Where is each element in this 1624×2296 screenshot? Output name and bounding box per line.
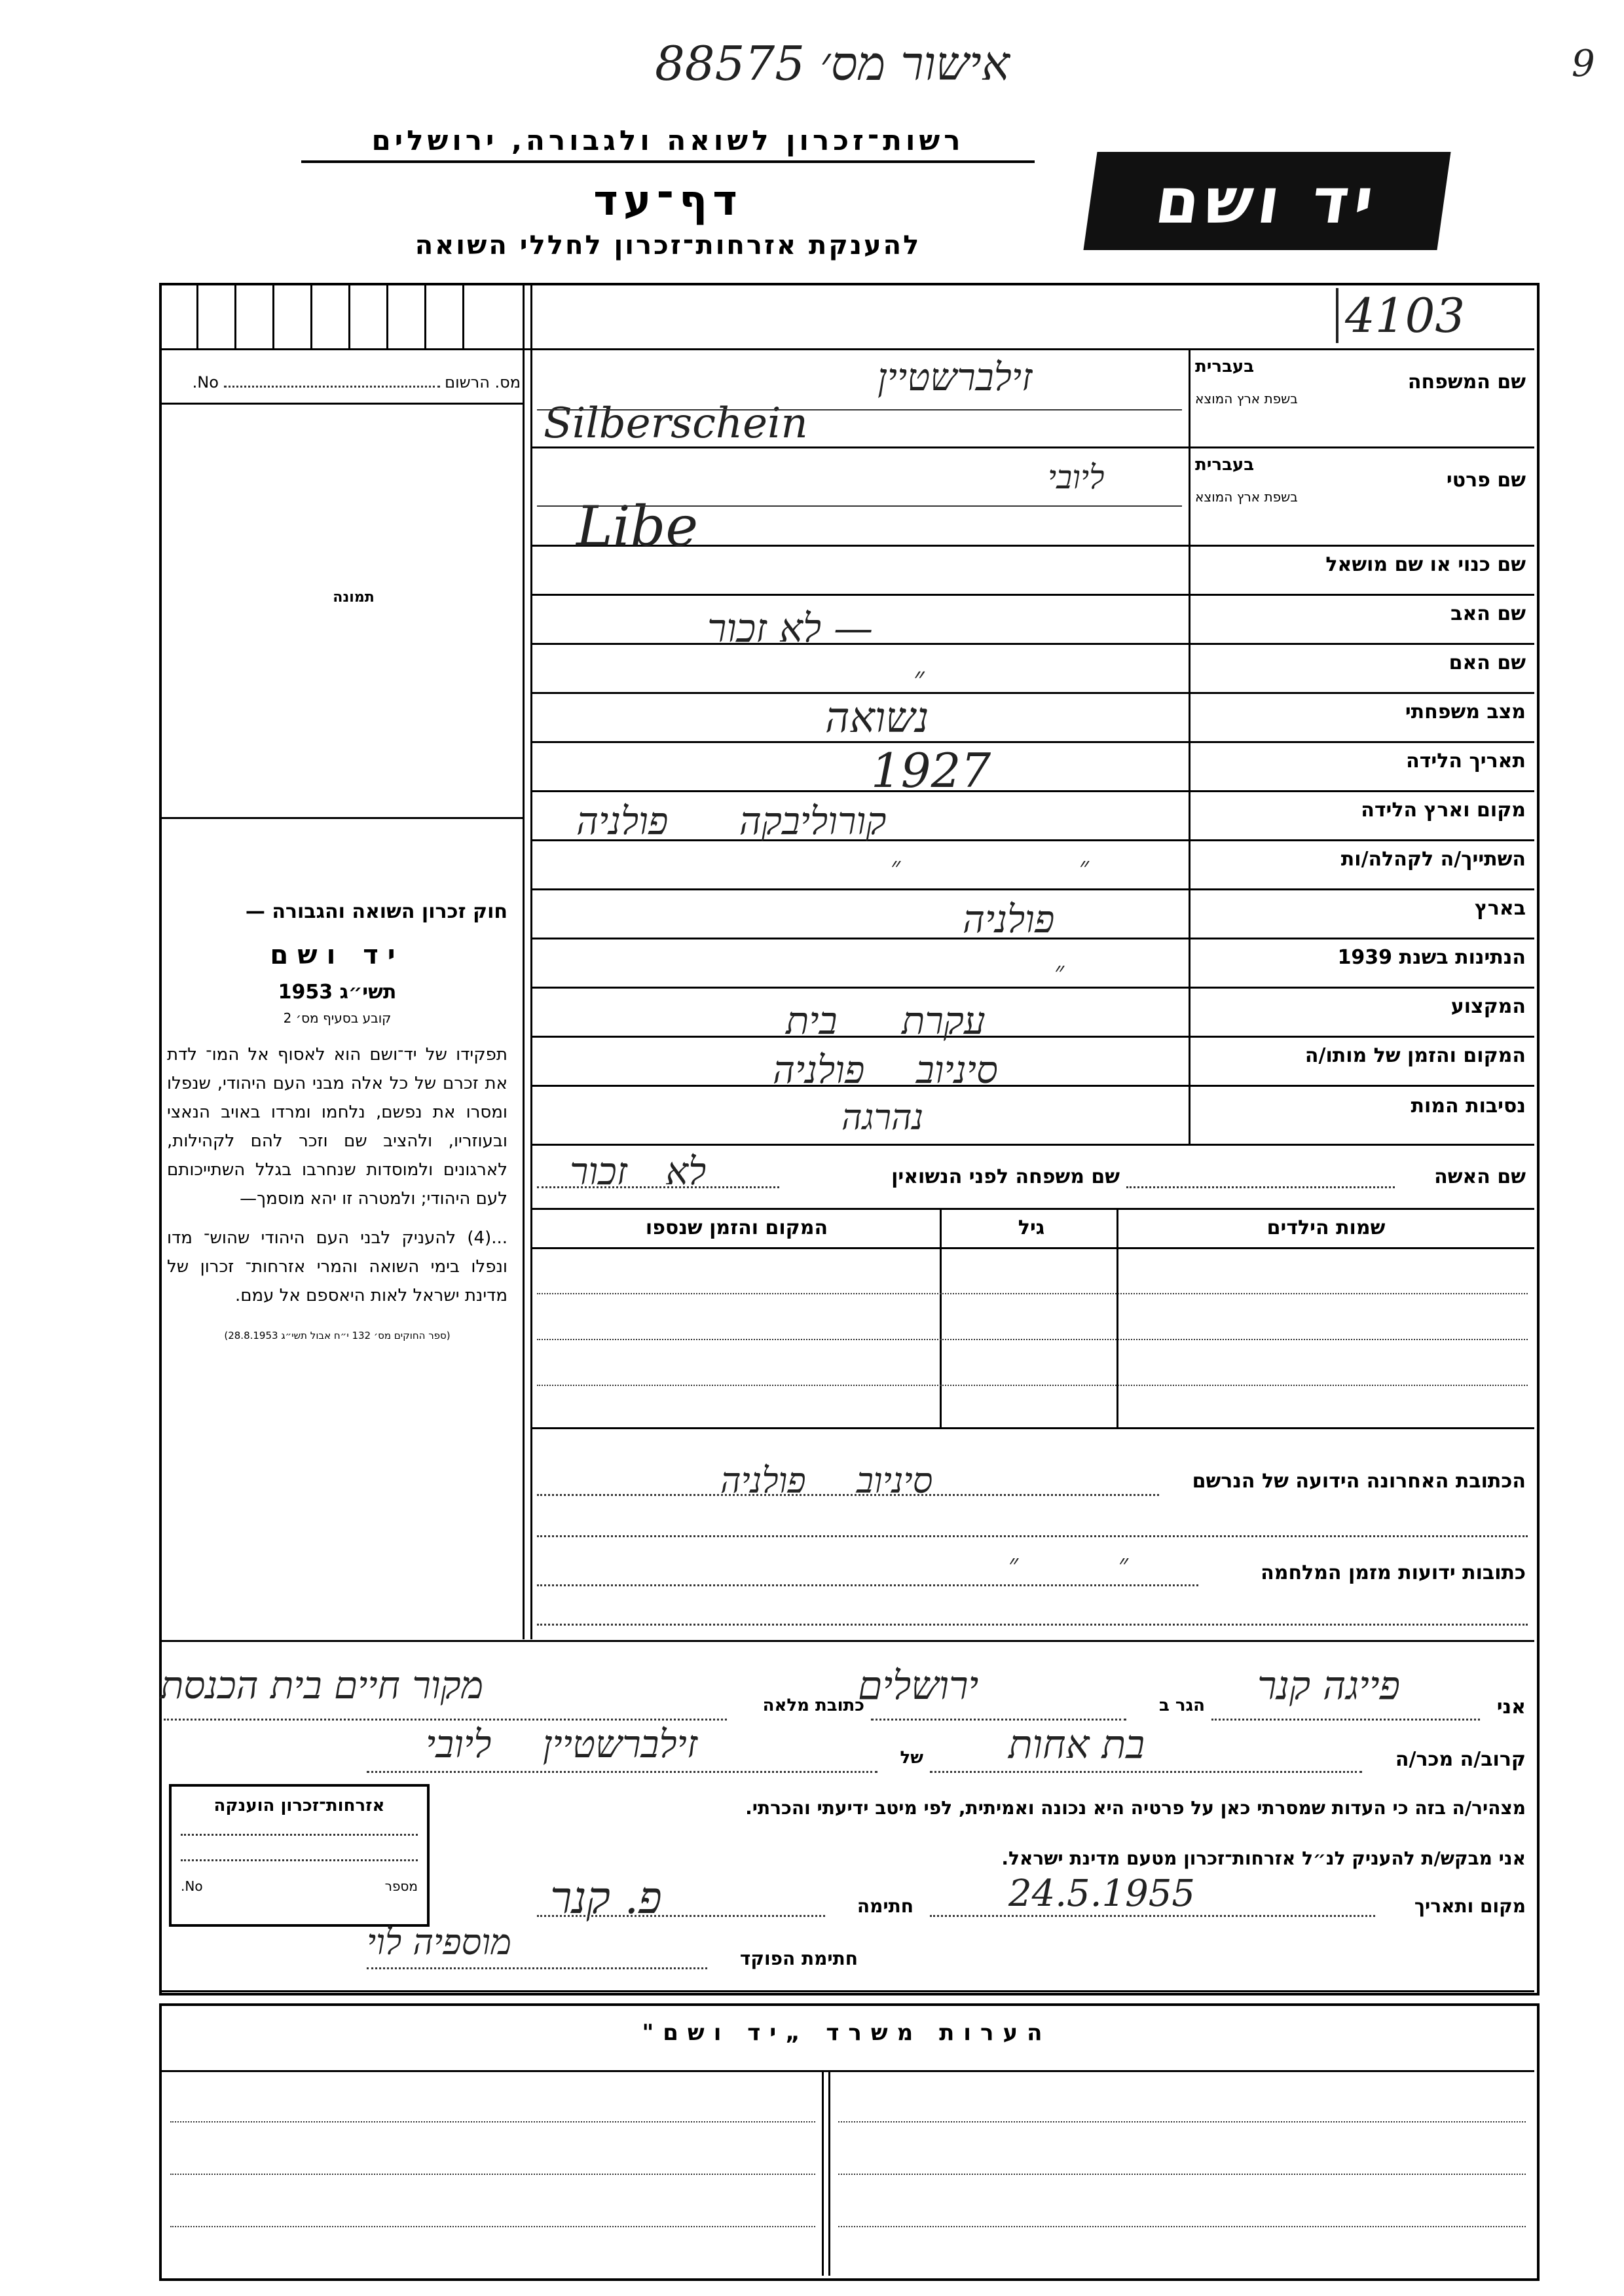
country-label: בארץ bbox=[1474, 897, 1526, 920]
marital-status-label: מצב משפחתי bbox=[1405, 701, 1526, 723]
father-name-label: שם האב bbox=[1450, 602, 1526, 625]
law-box bbox=[167, 900, 507, 1341]
given-name-latin-value: Libe bbox=[576, 494, 699, 558]
death-circumstances-label: נסיבות המות bbox=[1411, 1095, 1526, 1118]
death-place-time-label: המקום והזמן של מותו/ה bbox=[1304, 1044, 1526, 1067]
family-name-sub-hebrew: בעברית bbox=[1195, 357, 1255, 376]
children-place-time-header: המקום והזמן שנספו bbox=[645, 1216, 828, 1239]
given-name-label-block bbox=[1195, 455, 1526, 505]
declaration-request: אני מבקש/ת להעניק לנ״ל אזרחות־זכרון מטעם מדינת ישראל. bbox=[1001, 1848, 1526, 1869]
birth-place-label: מקום וארץ הלידה bbox=[1361, 799, 1526, 822]
declarant-name: פייגה קנר bbox=[1257, 1663, 1401, 1709]
given-name-hebrew-value: ליובי bbox=[1048, 458, 1105, 496]
law-section: קובע בסעיף מס׳ 2 bbox=[283, 1010, 392, 1026]
declarant-signature: פ. קנר bbox=[550, 1872, 662, 1924]
approval-number-note: אישור מס׳ 88575 bbox=[655, 36, 1010, 91]
declarant-address: מקור חיים בית הכנסת bbox=[160, 1663, 484, 1707]
family-name-sub-origin: בשפת ארץ המוצא bbox=[1195, 391, 1298, 407]
profession-value: עקרת בית bbox=[786, 998, 986, 1043]
stamp-box-number-label: מספר bbox=[384, 1878, 418, 1894]
page-number: 9 bbox=[1572, 43, 1595, 85]
mother-name-label: שם האם bbox=[1449, 651, 1526, 674]
father-name-value: — לא זכור bbox=[707, 606, 874, 651]
yad-vashem-logo bbox=[1083, 152, 1450, 250]
nationality-value: ״ bbox=[1054, 957, 1065, 987]
form-title: דף־עד bbox=[593, 177, 743, 225]
birth-date-value: 1927 bbox=[871, 743, 991, 798]
authority-title: רשות־זכרון לשואה ולגבורה, ירושלים bbox=[301, 124, 1035, 163]
declarant-city: ירושלים bbox=[858, 1663, 979, 1709]
death-circumstances-value: נהרגה bbox=[841, 1097, 924, 1138]
declarant-ani-label: אני bbox=[1496, 1696, 1526, 1719]
place-date-label: מקום ותאריך bbox=[1414, 1895, 1526, 1917]
form-subtitle: להענקת אזרחות־זכרון לחללי השואה bbox=[415, 230, 921, 261]
wife-label: שם האשה bbox=[1434, 1165, 1526, 1188]
citizenship-stamp-box bbox=[169, 1784, 430, 1927]
wartime-addresses-label: כתובות ידועות מזמן המלחמה bbox=[1261, 1561, 1526, 1584]
last-address-label: הכתובת האחרונה הידועה של הנרשם bbox=[1192, 1470, 1526, 1493]
wartime-addresses-value: ״ ״ bbox=[1008, 1549, 1129, 1579]
birth-date-label: תאריך הלידה bbox=[1406, 750, 1526, 773]
registry-number-value: 4103 bbox=[1336, 288, 1465, 343]
given-name-sub-origin: בשפת ארץ המוצא bbox=[1195, 489, 1298, 505]
wife-maiden-label: שם משפחה לפני הנשואין bbox=[891, 1165, 1120, 1188]
mother-name-value: ״ bbox=[913, 661, 925, 695]
logo-text: יד ושם bbox=[1151, 164, 1384, 238]
country-value: פולניה bbox=[963, 897, 1055, 941]
family-name-latin-value: Silberschein bbox=[544, 399, 808, 448]
given-name-label: שם פרטי bbox=[1446, 468, 1526, 492]
relation-of-label: של bbox=[900, 1748, 923, 1768]
given-name-sub-hebrew: בעברית bbox=[1195, 455, 1255, 475]
children-names-header: שמות הילדים bbox=[1266, 1216, 1386, 1239]
relation-value: בת אחות bbox=[1008, 1722, 1145, 1768]
community-label: השתייך/ה לקהלה/ות bbox=[1340, 848, 1526, 871]
marital-status-value: נשואה bbox=[825, 694, 929, 742]
nationality-1939-label: הנתינות בשנת 1939 bbox=[1337, 946, 1526, 969]
full-address-label: כתובת מלאה bbox=[762, 1696, 864, 1715]
photo-label: תמונה bbox=[333, 589, 375, 606]
law-name: יד ושם bbox=[270, 940, 405, 970]
reg-no-latin: No. bbox=[192, 373, 219, 392]
officer-signature-label: חתימת הפוקד bbox=[739, 1948, 858, 1969]
family-name-hebrew-value: זילברשטיין bbox=[877, 355, 1033, 399]
declaration-date: 24.5.1955 bbox=[1008, 1872, 1196, 1915]
stamp-box-no-latin: No. bbox=[181, 1878, 203, 1894]
death-place-value: סיניוב פולניה bbox=[773, 1048, 998, 1092]
signature-label: חתימה bbox=[857, 1895, 913, 1917]
nickname-label: שם כנוי או שם מושאל bbox=[1325, 553, 1526, 576]
community-value: ״ ״ bbox=[891, 852, 1090, 882]
office-notes-title: הערות משרד „יד ושם" bbox=[642, 2020, 1052, 2046]
reg-no-label: מס. הרשום bbox=[445, 373, 521, 392]
law-text-1: תפקידו של יד־ושם הוא לאסוף אל המו־ לדת את זכרם של כל אלה מבני העם היהודי, שנפלו ומסרו את נפשם, נלחמו ומרדו באויב הנאצי ובעוזריו, ולהציב שם וזכר להם לקהילות, לארגונים ולמוסדות שנחרבו בגלל השתייכותם לעם היהודי; ולמטרה זו יהא מוסמך— bbox=[167, 1045, 507, 1209]
officer-signature: מוספיה לוי bbox=[367, 1922, 512, 1963]
law-year: תשי״ג 1953 bbox=[278, 981, 397, 1004]
law-reference: (ספר החוקים מס׳ 132 י״ח אבול תשי״ג 28.8.1953) bbox=[224, 1330, 451, 1341]
family-name-label: שם המשפחה bbox=[1407, 370, 1526, 393]
declarant-resides-label: הגר ב bbox=[1158, 1696, 1205, 1715]
children-age-header: גיל bbox=[1018, 1216, 1045, 1239]
birth-place-value: קורוליבקה פולניה bbox=[576, 799, 887, 843]
wife-maiden-value: לא זכור bbox=[570, 1149, 707, 1194]
law-title: חוק זכרון השואה והגבורה — bbox=[245, 900, 507, 923]
family-name-label-block bbox=[1195, 357, 1526, 407]
relation-of-name: זילברשטיין ליובי bbox=[426, 1722, 698, 1766]
last-address-value: סיניוב פולניה bbox=[720, 1460, 933, 1501]
law-text-2: ...(4) להעניק לבני העם היהודי שהוש־ מדו ונפלו בימי השואה והמרי אזרחות־ זכרון של מדינת ישראל לאות היאספם אל עמם. bbox=[167, 1228, 507, 1305]
stamp-box-title: אזרחות־זכרון הוענקה bbox=[213, 1796, 385, 1815]
relation-label: קרוב/ה מכר/ה bbox=[1395, 1748, 1526, 1771]
declaration-statement: מצהיר/ה בזה כי העדות שמסרתי כאן על פרטיה היא נכונה ואמיתית, לפי מיטב ידיעתי והכרתי. bbox=[745, 1797, 1526, 1819]
profession-label: המקצוע bbox=[1450, 995, 1526, 1018]
reg-no-row bbox=[167, 373, 521, 392]
